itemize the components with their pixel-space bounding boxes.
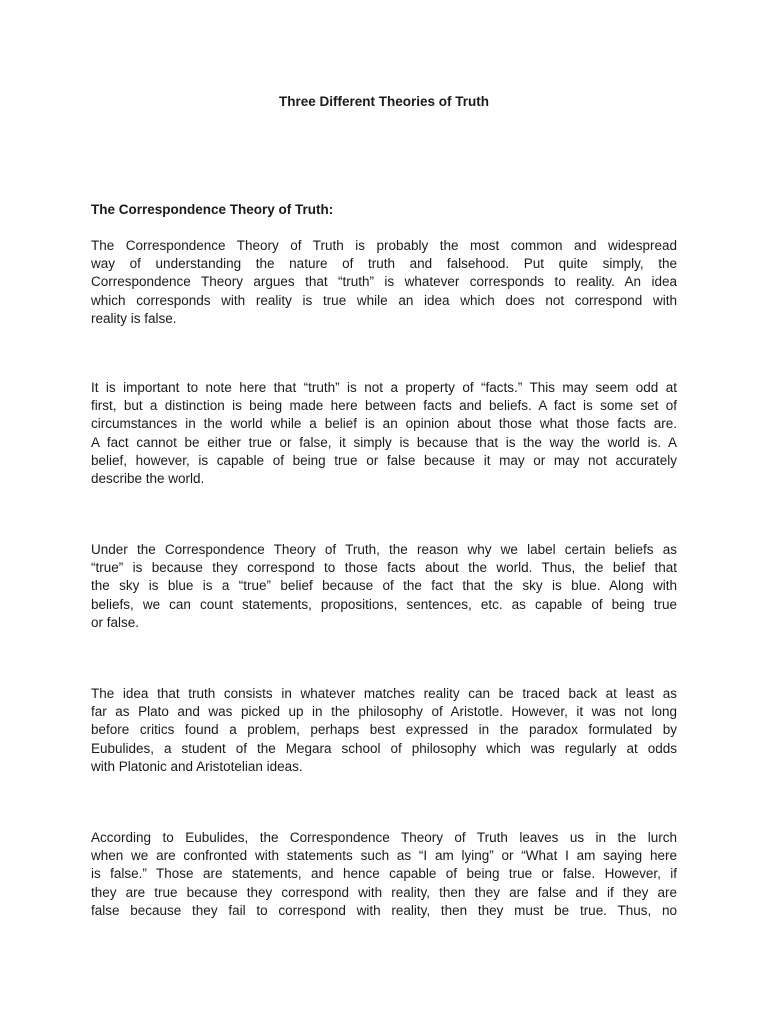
paragraph-line: “true” is because they correspond to those facts about the world. Thus, the belief that — [91, 560, 677, 576]
paragraph-line: is false.” Those are statements, and hence capable of being true or false. However, if — [91, 866, 677, 882]
paragraph-line: or false. — [91, 614, 140, 630]
paragraph-line: According to Eubulides, the Correspondence Theory of Truth leaves us in the lurch — [91, 830, 677, 845]
paragraph-line: false because they fail to correspond with reality, then they must be true. Thus, no — [91, 902, 677, 918]
paragraph-3 — [91, 541, 677, 632]
paragraph-line: Correspondence Theory argues that “truth” is whatever corresponds to reality. An idea — [91, 274, 677, 290]
paragraph-line: with Platonic and Aristotelian ideas. — [91, 758, 303, 774]
paragraph-line: they are true because they correspond with reality, then they are false and if they are — [91, 884, 677, 900]
paragraph-line: describe the world. — [91, 470, 205, 486]
paragraph-line: belief, however, is capable of being true or false because it may or may not accurately — [91, 452, 677, 468]
paragraph-line: way of understanding the nature of truth and falsehood. Put quite simply, the — [91, 256, 677, 272]
paragraph-line: The idea that truth consists in whatever matches reality can be traced back at least as — [91, 686, 677, 701]
paragraph-line: far as Plato and was picked up in the philosophy of Aristotle. However, it was not long — [91, 704, 677, 720]
paragraph-line: Under the Correspondence Theory of Truth, the reason why we label certain beliefs as — [91, 542, 677, 557]
paragraph-line: which corresponds with reality is true while an idea which does not correspond with — [91, 292, 677, 308]
paragraph-line: Eubulides, a student of the Megara school of philosophy which was regularly at odds — [91, 740, 677, 756]
paragraph-line: circumstances in the world while a belief is an opinion about those what those facts are. — [91, 416, 677, 432]
paragraph-4 — [91, 685, 677, 776]
paragraph-line: before critics found a problem, perhaps best expressed in the paradox formulated by — [91, 722, 677, 738]
paragraph-line: first, but a distinction is being made here between facts and beliefs. A fact is some set of — [91, 398, 677, 414]
paragraph-line: reality is false. — [91, 310, 177, 326]
paragraph-2 — [91, 379, 677, 488]
paragraph-line: the sky is blue is a “true” belief because of the fact that the sky is blue. Along with — [91, 578, 677, 594]
paragraph-line: A fact cannot be either true or false, it simply is because that is the way the world is. A — [91, 434, 677, 450]
paragraph-5 — [91, 829, 677, 920]
section-heading: The Correspondence Theory of Truth: — [91, 202, 334, 217]
paragraph-line: It is important to note here that “truth” is not a property of “facts.” This may seem odd at — [91, 380, 677, 395]
paragraph-line: beliefs, we can count statements, propositions, sentences, etc. as capable of being true — [91, 596, 677, 612]
paragraph-1 — [91, 237, 677, 328]
document-title: Three Different Theories of Truth — [278, 94, 490, 109]
paragraph-line: The Correspondence Theory of Truth is probably the most common and widespread — [91, 238, 677, 253]
paragraph-line: when we are confronted with statements such as “I am lying” or “What I am saying here — [91, 848, 677, 864]
